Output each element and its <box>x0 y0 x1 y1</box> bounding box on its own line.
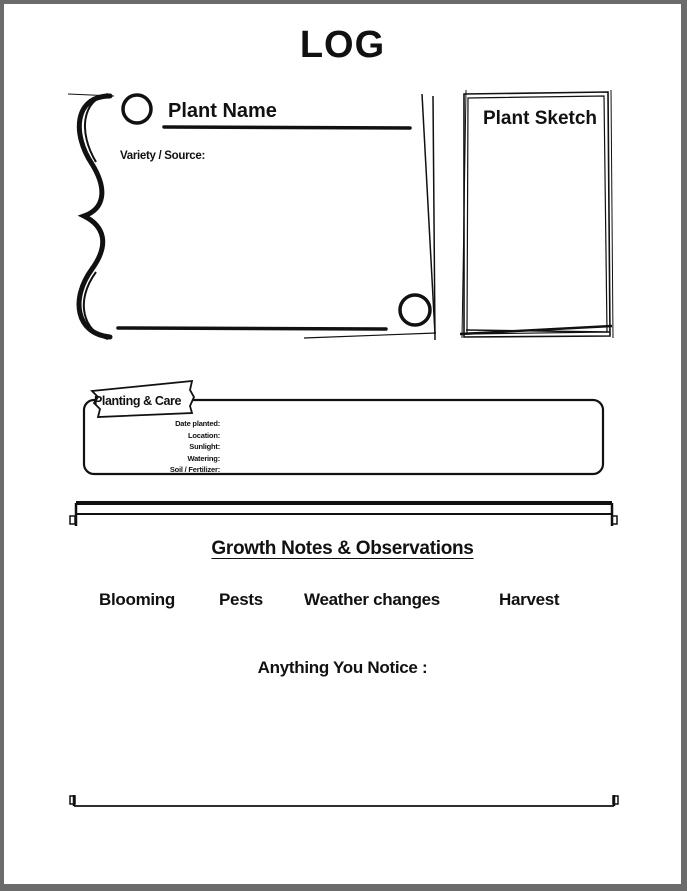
field-date-planted: Date planted: <box>175 419 220 428</box>
card-circle-bottom <box>400 295 430 325</box>
page-title: LOG <box>299 24 386 66</box>
growth-notes-heading: Growth Notes & Observations <box>211 538 474 559</box>
page-ornaments <box>4 4 681 884</box>
card-circle-top <box>123 95 151 123</box>
field-sunlight: Sunlight: <box>189 442 220 451</box>
category-harvest: Harvest <box>499 590 560 609</box>
field-soil-fertilizer: Soil / Fertilizer: <box>169 465 220 474</box>
log-page <box>4 4 681 884</box>
category-blooming: Blooming <box>99 590 175 609</box>
plant-name-label: Plant Name <box>168 100 277 122</box>
anything-you-notice-label: Anything You Notice : <box>257 658 428 677</box>
card-bottom-line <box>118 328 386 329</box>
field-location: Location: <box>188 430 220 440</box>
plant-sketch-label: Plant Sketch <box>482 108 598 129</box>
category-weather-changes: Weather changes <box>304 590 440 609</box>
variety-source-label: Variety / Source: <box>120 150 206 162</box>
category-pests: Pests <box>219 590 263 609</box>
plant-name-underline <box>164 127 410 128</box>
planting-care-fields <box>140 418 220 476</box>
planting-care-tag: Planting & Care <box>94 394 182 408</box>
field-watering: Watering: <box>187 453 220 463</box>
